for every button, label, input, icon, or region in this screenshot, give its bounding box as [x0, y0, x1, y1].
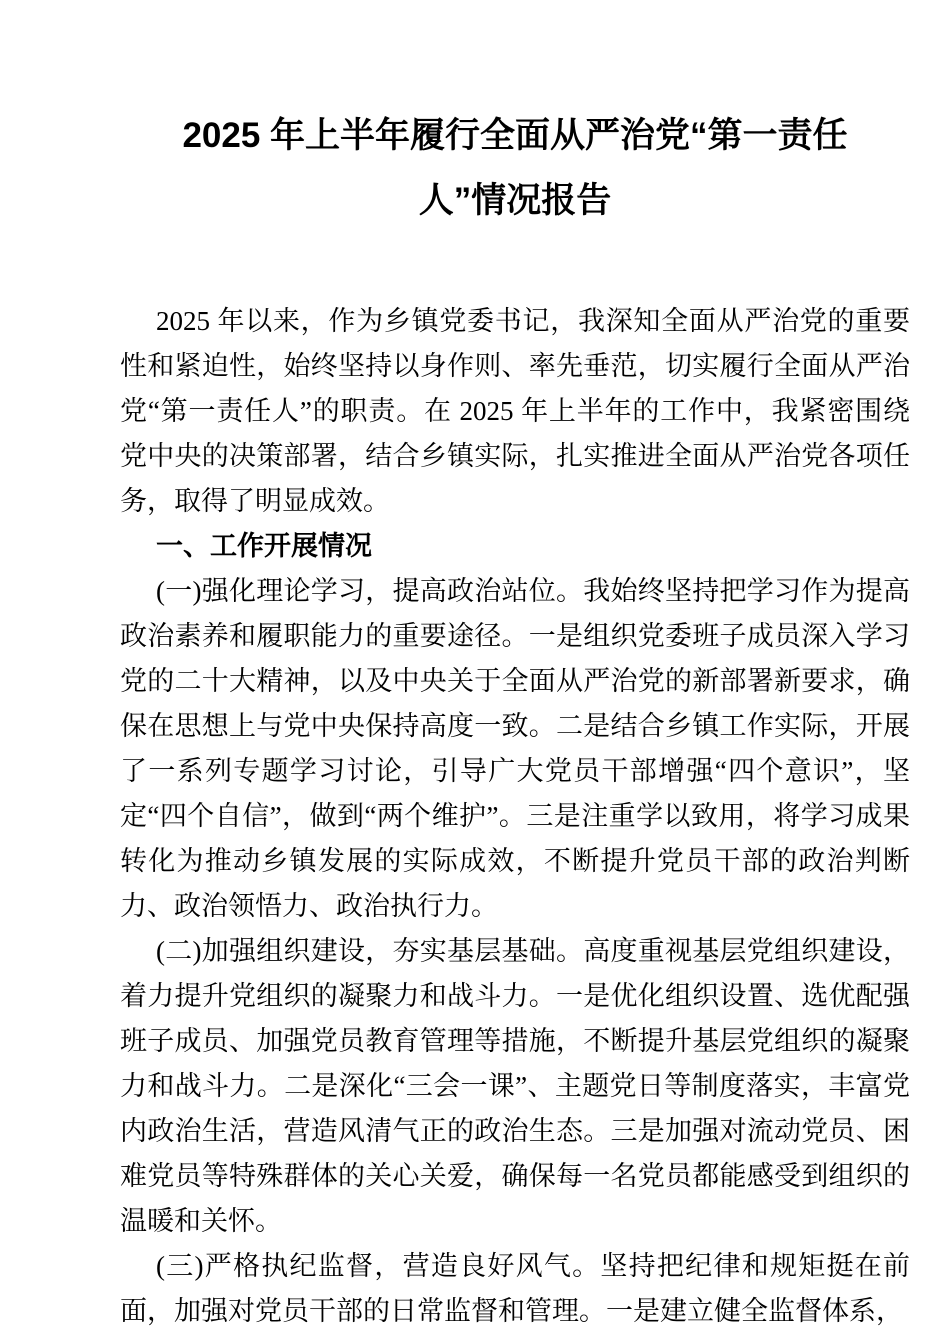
- body-paragraph: 2025 年以来，作为乡镇党委书记，我深知全面从严治党的重要性和紧迫性，始终坚持以身作则、率先垂范，切实履行全面从严治党“第一责任人”的职责。在 2025 年上半年的工作中，我紧密围绕党中央的决策部署，结合乡镇实际，扎实推进全面从严治党各项任务，取得了明显成效。: [120, 306, 910, 516]
- document-title: [120, 103, 910, 233]
- body-paragraph: (三)严格执纪监督，营造良好风气。坚持把纪律和规矩挺在前面，加强对党员干部的日常监督和管理。一是建立健全监督体系，: [120, 1251, 910, 1326]
- body-paragraph: (一)强化理论学习，提高政治站位。我始终坚持把学习作为提高政治素养和履职能力的重要途径。一是组织党委班子成员深入学习党的二十大精神，以及中央关于全面从严治党的新部署新要求，确保在思想上与党中央保持高度一致。二是结合乡镇工作实际，开展了一系列专题学习讨论，引导广大党员干部增强“四个意识”，坚定“四个自信”，做到“两个维护”。三是注重学以致用，将学习成果转化为推动乡镇发展的实际成效，不断提升党员干部的政治判断力、政治领悟力、政治执行力。: [120, 576, 910, 921]
- document-content: [120, 0, 910, 1334]
- document-body: [120, 299, 910, 1334]
- body-paragraph: (二)加强组织建设，夯实基层基础。高度重视基层党组织建设，着力提升党组织的凝聚力和战斗力。一是优化组织设置、选优配强班子成员、加强党员教育管理等措施，不断提升基层党组织的凝聚力和战斗力。二是深化“三会一课”、主题党日等制度落实，丰富党内政治生活，营造风清气正的政治生态。三是加强对流动党员、困难党员等特殊群体的关心关爱，确保每一名党员都能感受到组织的温暖和关怀。: [120, 936, 910, 1236]
- title-line-1: 2025 年上半年履行全面从严治党“第一责任: [182, 116, 848, 155]
- title-line-2: 人”情况报告: [418, 181, 612, 220]
- section-heading: 一、工作开展情况: [156, 531, 372, 561]
